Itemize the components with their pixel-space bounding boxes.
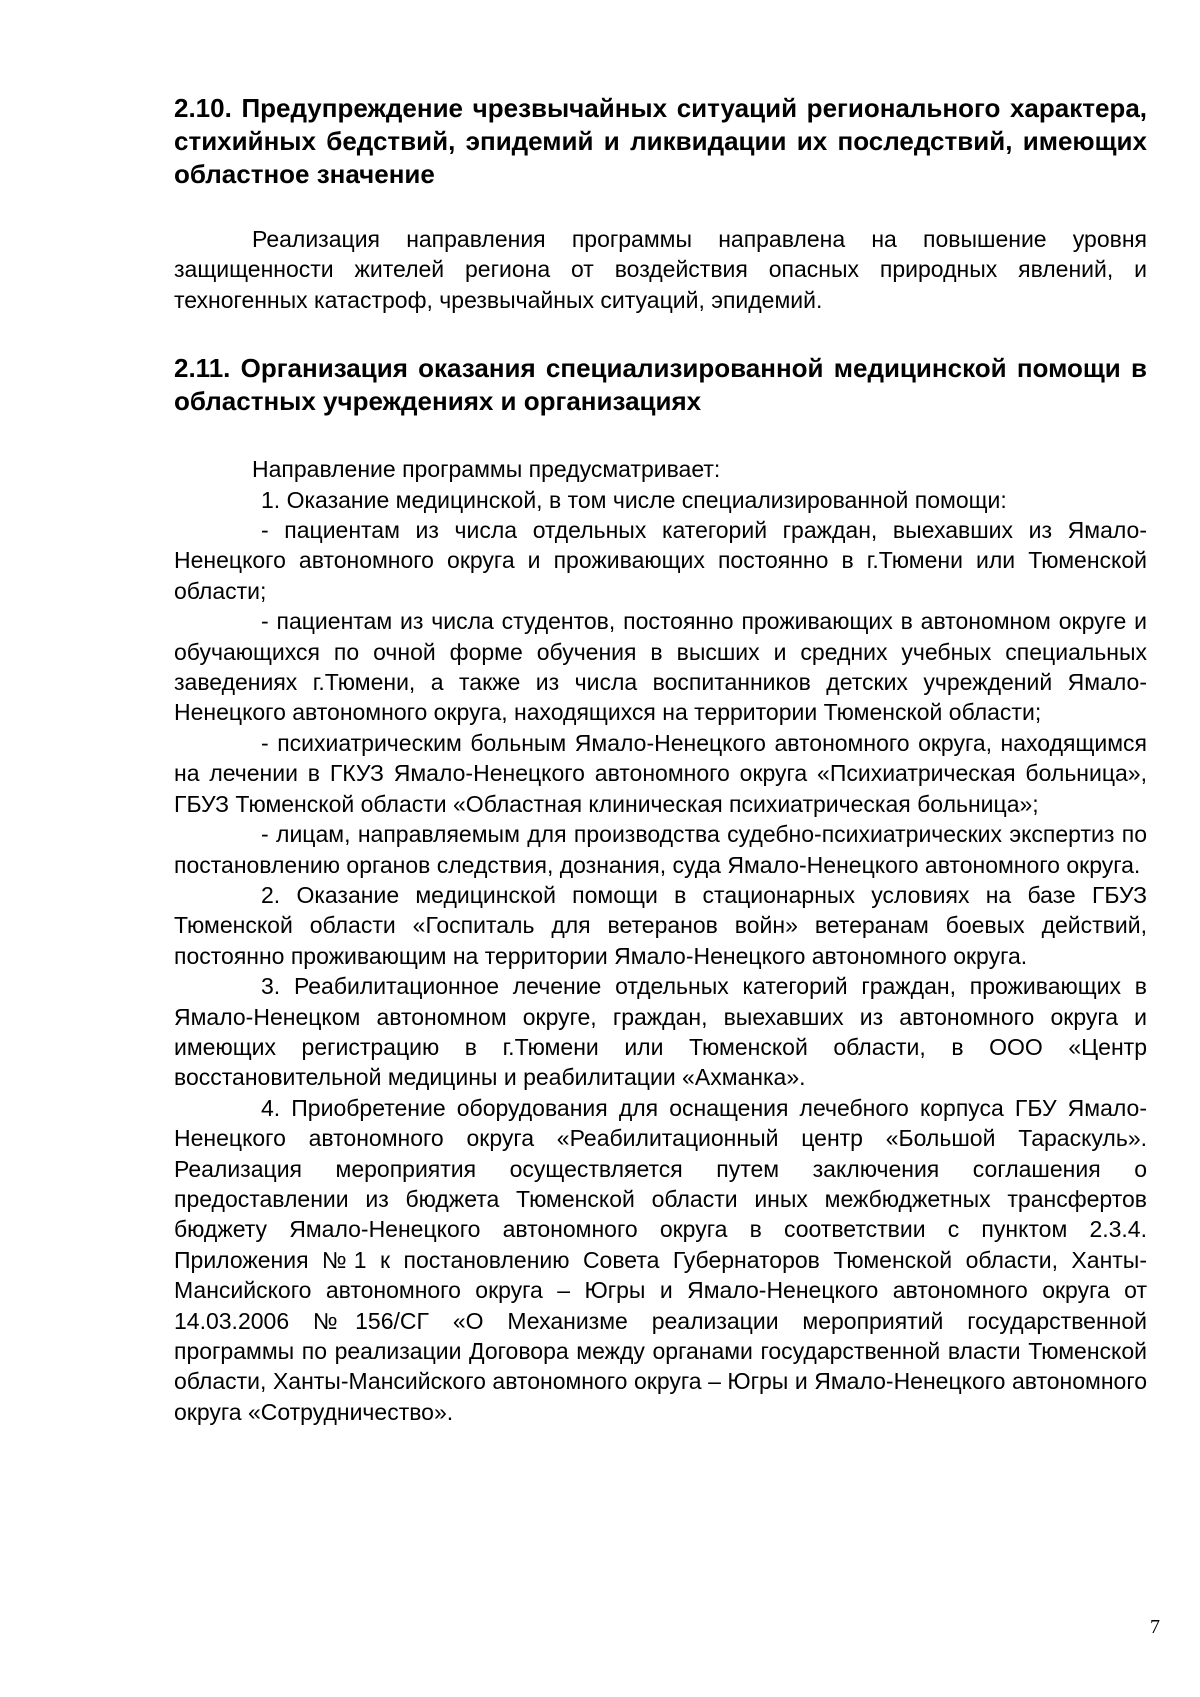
section-2-10-paragraph: Реализация направления программы направлена на повышение уровня защищенности жителей региона от воздействия опасных природных явлений, и техногенных катастроф, чрезвычайных ситуаций, эпидемий.: [174, 226, 1147, 313]
list-item-1-sub-c: - психиатрическим больным Ямало-Ненецкого автономного округа, находящимся на лечении в ГКУЗ Ямало-Ненецкого автономного округа «Психиатрическая больница», ГБУЗ Тюменской области «Областная клиническая психиатрическая больница»;: [174, 729, 1147, 817]
list-item-1-sub-a: - пациентам из числа отдельных категорий граждан, выехавших из Ямало-Ненецкого автономного округа и проживающих постоянно в г.Тюмени или Тюменской области;: [174, 517, 1147, 604]
page-content: [174, 92, 1147, 1427]
section-heading-2-11: 2.11. Организация оказания специализированной медицинской помощи в областных учреждениях и организациях: [174, 353, 1147, 417]
list-item-4: 4. Приобретение оборудования для оснащения лечебного корпуса ГБУ Ямало-Ненецкого автономного округа «Реабилитационный центр «Большой Тараскуль». Реализация мероприятия осуществляется путем заключения соглашения о предоставлении из бюджета Тюменской области иных межбюджетных трансфертов бюджету Ямало-Ненецкого автономного округа в соответствии с пунктом 2.3.4. Приложения №1 к постановлению Совета Губернаторов Тюменской области, Ханты-Мансийского автономного округа – Югры и Ямало-Ненецкого автономного округа от 14.03.2006 №156/СГ «О Механизме реализации мероприятий государственной программы по реализации Договора между органами государственной власти Тюменской области, Ханты-Мансийского автономного округа – Югры и Ямало-Ненецкого автономного округа «Сотрудничество».: [174, 1094, 1147, 1425]
list-item-1: 1. Оказание медицинской, в том числе специализированной помощи:: [261, 486, 1007, 513]
list-item-1-sub-b: - пациентам из числа студентов, постоянно проживающих в автономном округе и обучающихся по очной форме обучения в высших и средних учебных специальных заведениях г.Тюмени, а также из числа воспитанников детских учреждений Ямало-Ненецкого автономного округа, находящихся на территории Тюменской области;: [174, 608, 1147, 726]
list-item-2: 2. Оказание медицинской помощи в стационарных условиях на базе ГБУЗ Тюменской области «Госпиталь для ветеранов войн» ветеранам боевых действий, постоянно проживающим на территории Ямало-Ненецкого автономного округа.: [174, 881, 1147, 969]
section-heading-2-10: 2.10. Предупреждение чрезвычайных ситуаций регионального характера, стихийных бедствий, эпидемий и ликвидации их последствий, имеющих областное значение: [174, 93, 1147, 189]
list-item-3: 3. Реабилитационное лечение отдельных категорий граждан, проживающих в Ямало-Ненецком автономном округе, граждан, выехавших из автономного округа и имеющих регистрацию в г.Тюмени или Тюменской области, в ООО «Центр восстановительной медицины и реабилитации «Ахманка».: [174, 973, 1147, 1091]
section-2-11-intro: Направление программы предусматривает:: [252, 456, 721, 483]
page-number: 7: [1150, 1616, 1160, 1638]
list-item-1-sub-d: - лицам, направляемым для производства судебно-психиатрических экспертиз по постановлению органов следствия, дознания, суда Ямало-Ненецкого автономного округа.: [174, 821, 1147, 878]
